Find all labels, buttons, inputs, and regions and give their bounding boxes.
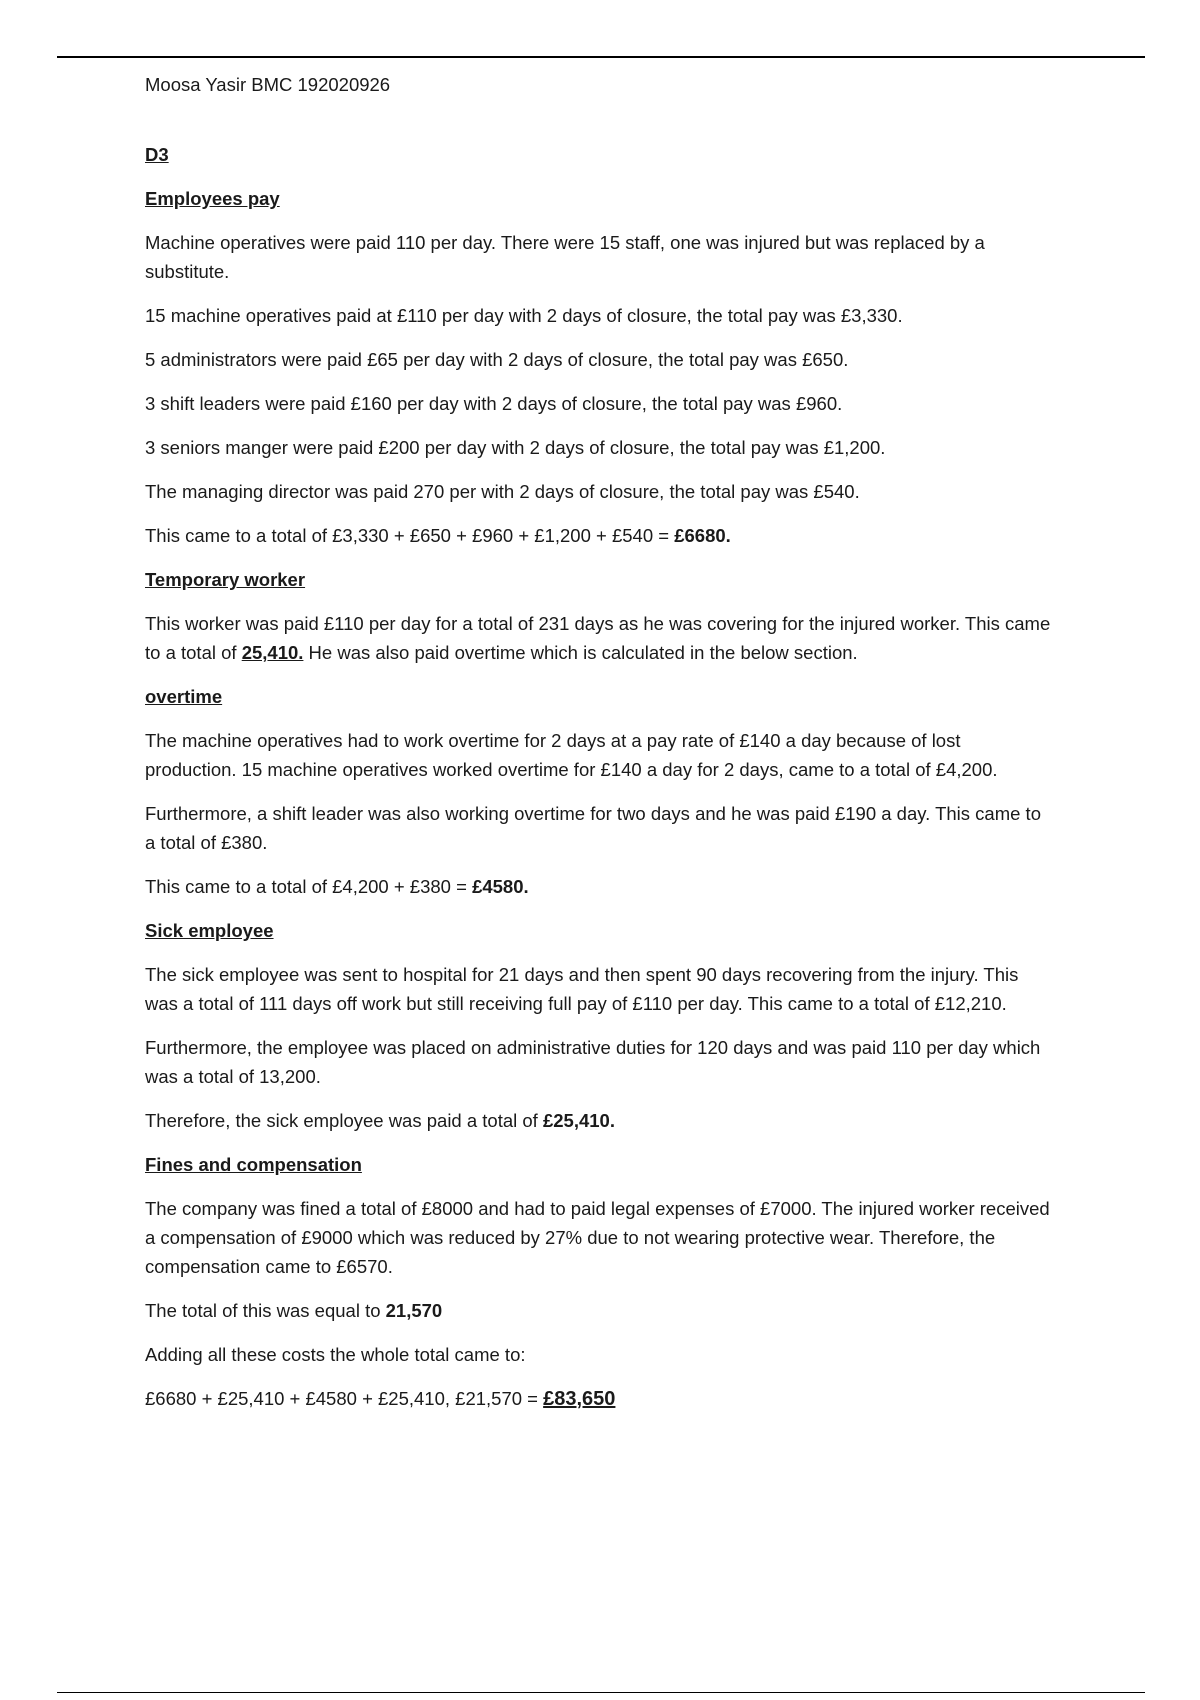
employees-pay-heading: Employees pay bbox=[145, 188, 280, 209]
sick-employee-hospital: The sick employee was sent to hospital for 21 days and then spent 90 days recovering from the injury. This was a total of 111 days off work but still receiving full pay of £110 per day. This came to a total of £12,210. bbox=[145, 964, 1019, 1014]
summary-intro: Adding all these costs the whole total came to: bbox=[145, 1344, 526, 1365]
sick-employee-total bbox=[145, 1106, 1055, 1135]
fines-text: The company was fined a total of £8000 and had to paid legal expenses of £7000. The injured worker received a compensation of £9000 which was reduced by 27% due to not wearing protective wear. Therefore, the compensation came to £6570. bbox=[145, 1198, 1050, 1277]
temporary-worker-text-b: He was also paid overtime which is calculated in the below section. bbox=[303, 642, 858, 663]
top-rule bbox=[57, 56, 1145, 58]
employees-pay-total-value: £6680. bbox=[674, 525, 731, 546]
fines-heading: Fines and compensation bbox=[145, 1154, 362, 1175]
fines-total-value: 21,570 bbox=[385, 1300, 443, 1321]
sick-employee-admin-duties: Furthermore, the employee was placed on administrative duties for 120 days and was paid 110 per day which was a total of 13,200. bbox=[145, 1037, 1041, 1087]
employees-pay-intro: Machine operatives were paid 110 per day. There were 15 staff, one was injured but was replaced by a substitute. bbox=[145, 232, 985, 282]
managing-director-pay: The managing director was paid 270 per with 2 days of closure, the total pay was £540. bbox=[145, 481, 860, 502]
summary-sum-text: £6680 + £25,410 + £4580 + £25,410, £21,570 = bbox=[145, 1388, 544, 1409]
shift-leaders-pay: 3 shift leaders were paid £160 per day with 2 days of closure, the total pay was £960. bbox=[145, 393, 843, 414]
sick-employee-heading: Sick employee bbox=[145, 920, 274, 941]
bottom-rule bbox=[57, 1692, 1145, 1693]
machine-operatives-pay: 15 machine operatives paid at £110 per day with 2 days of closure, the total pay was £3,330. bbox=[145, 305, 903, 326]
temporary-worker-text-a: This worker was paid £110 per day for a total of 231 days as he was covering for the injured worker. This came to a total of bbox=[145, 613, 1051, 663]
summary-sum bbox=[145, 1384, 1055, 1414]
section-id-heading: D3 bbox=[145, 144, 169, 165]
sick-employee-total-text: Therefore, the sick employee was paid a total of bbox=[145, 1110, 543, 1131]
temporary-worker-text bbox=[145, 609, 1055, 667]
employees-pay-total-text: This came to a total of £3,330 + £650 + £960 + £1,200 + £540 = bbox=[145, 525, 675, 546]
document-header: Moosa Yasir BMC 192020926 bbox=[145, 74, 391, 95]
grand-total-value: £83,650 bbox=[543, 1388, 616, 1410]
fines-total bbox=[145, 1296, 1055, 1325]
employees-pay-total bbox=[145, 521, 1055, 550]
sick-employee-total-value: £25,410. bbox=[542, 1110, 615, 1131]
overtime-heading: overtime bbox=[145, 686, 223, 707]
overtime-machine-operatives: The machine operatives had to work overtime for 2 days at a pay rate of £140 a day because of lost production. 15 machine operatives worked overtime for £140 a day for 2 days, came to a total of £4,200. bbox=[145, 730, 998, 780]
overtime-total-text: This came to a total of £4,200 + £380 = bbox=[145, 876, 473, 897]
overtime-total bbox=[145, 872, 1055, 901]
document-body bbox=[145, 70, 1055, 1429]
administrators-pay: 5 administrators were paid £65 per day with 2 days of closure, the total pay was £650. bbox=[145, 349, 849, 370]
overtime-total-value: £4580. bbox=[472, 876, 529, 897]
fines-total-text: The total of this was equal to bbox=[145, 1300, 386, 1321]
senior-managers-pay: 3 seniors manger were paid £200 per day with 2 days of closure, the total pay was £1,200. bbox=[145, 437, 886, 458]
overtime-shift-leader: Furthermore, a shift leader was also working overtime for two days and he was paid £190 a day. This came to a total of £380. bbox=[145, 803, 1041, 853]
temporary-worker-heading: Temporary worker bbox=[145, 569, 306, 590]
temporary-worker-amount: 25,410. bbox=[241, 642, 304, 663]
